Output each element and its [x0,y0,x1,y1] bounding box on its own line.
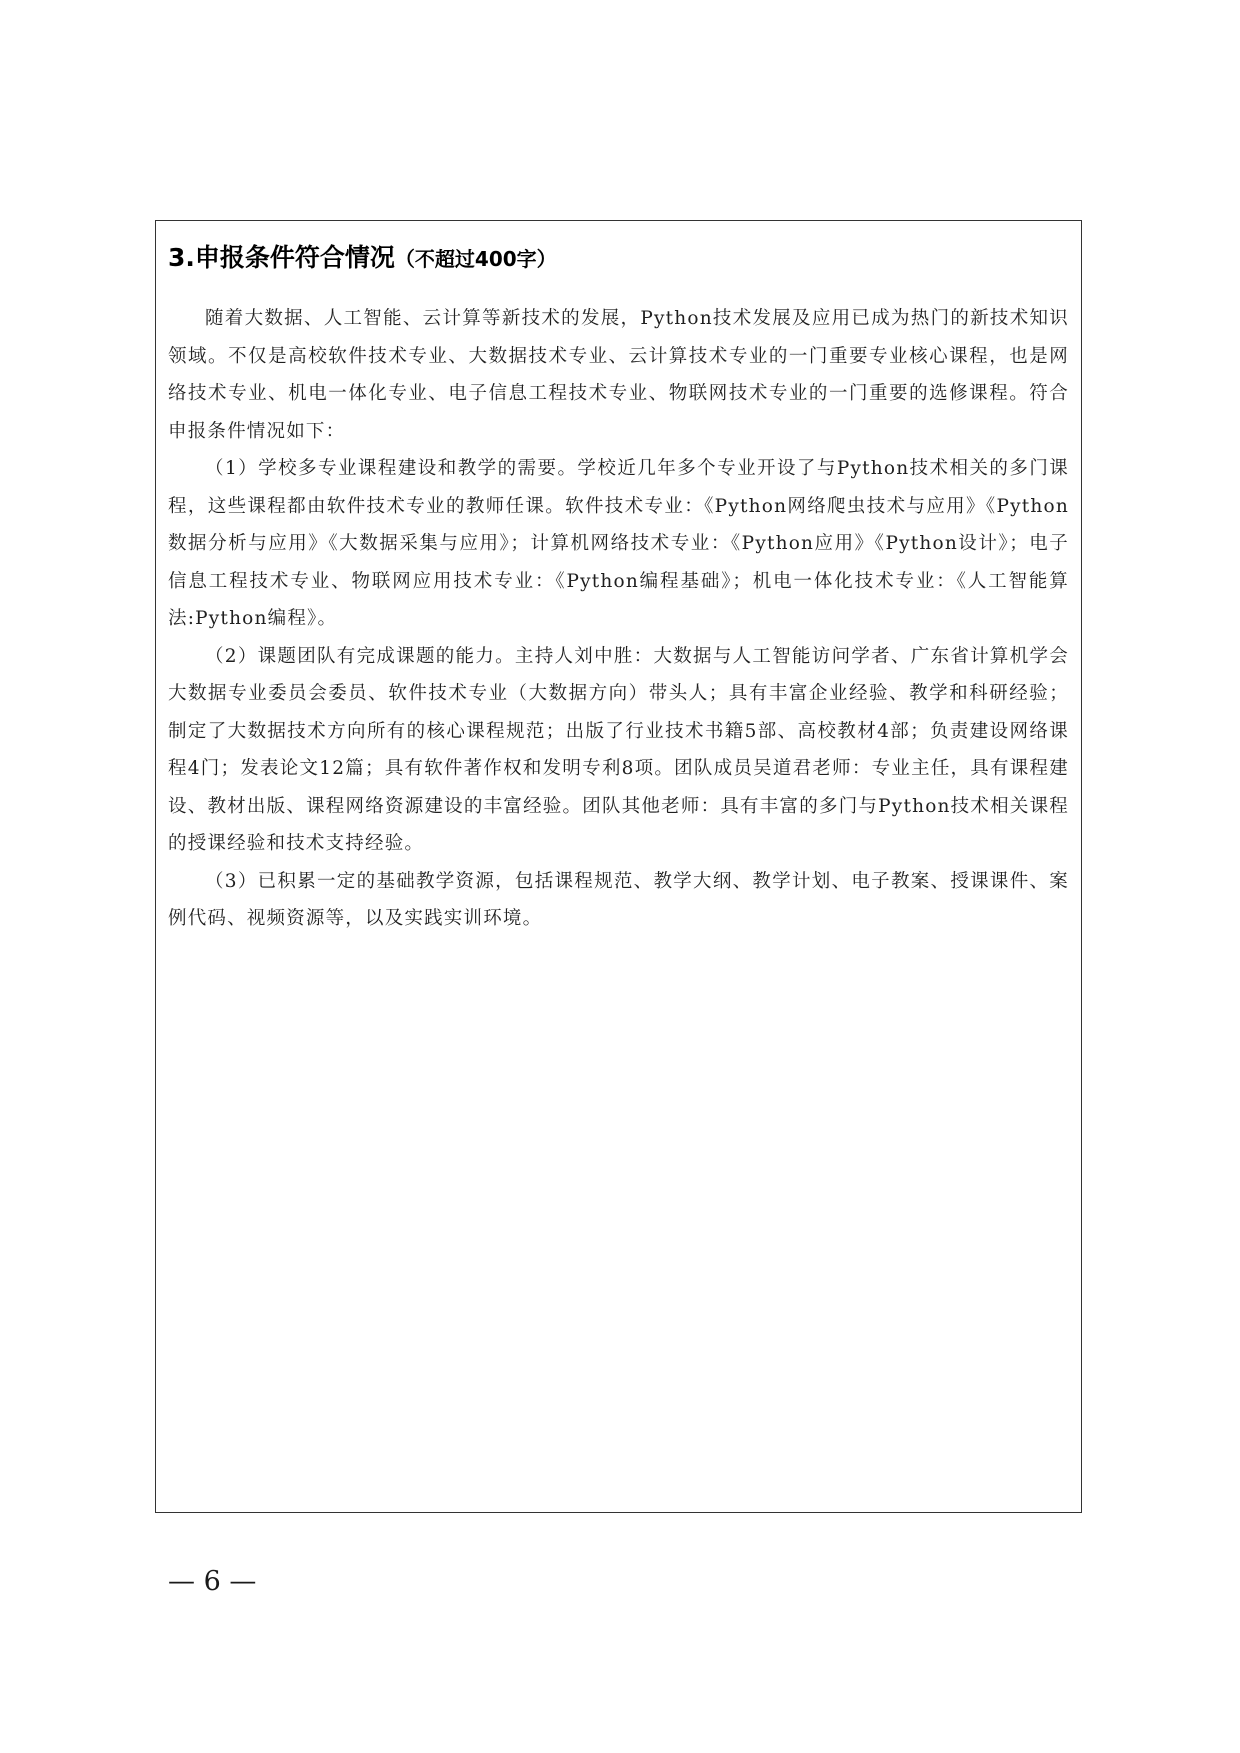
paragraph-condition-2: （2）课题团队有完成课题的能力。主持人刘中胜：大数据与人工智能访问学者、广东省计算机学会大数据专业委员会委员、软件技术专业（大数据方向）带头人；具有丰富企业经验、教学和科研经验；制定了大数据技术方向所有的核心课程规范；出版了行业技术书籍5部、高校教材4部；负责建设网络课程4门；发表论文12篇；具有软件著作权和发明专利8项。团队成员吴道君老师：专业主任，具有课程建设、教材出版、课程网络资源建设的丰富经验。团队其他老师：具有丰富的多门与Python技术相关课程的授课经验和技术支持经验。 [168,645,1069,854]
section-title: 3.申报条件符合情况 [168,243,395,272]
paragraph-condition-1: （1）学校多专业课程建设和教学的需要。学校近几年多个专业开设了与Python技术相关的多门课程，这些课程都由软件技术专业的教师任课。软件技术专业：《Python网络爬虫技术与应用》《Python数据分析与应用》《大数据采集与应用》；计算机网络技术专业：《Python应用》《Python设计》；电子信息工程技术专业、物联网应用技术专业：《Python编程基础》；机电一体化技术专业：《人工智能算法:Python编程》。 [168,458,1069,629]
page-number: — 6 — [168,1566,257,1597]
paragraph-condition-3: （3）已积累一定的基础教学资源，包括课程规范、教学大纲、教学计划、电子教案、授课课件、案例代码、视频资源等，以及实践实训环境。 [168,870,1069,929]
form-section-box [155,220,1082,1513]
section-word-limit-note: （不超过400字） [394,247,557,271]
section-heading [168,237,1069,282]
paragraph-intro: 随着大数据、人工智能、云计算等新技术的发展，Python技术发展及应用已成为热门的新技术知识领域。不仅是高校软件技术专业、大数据技术专业、云计算技术专业的一门重要专业核心课程，也是网络技术专业、机电一体化专业、电子信息工程技术专业、物联网技术专业的一门重要的选修课程。符合申报条件情况如下： [168,308,1069,442]
